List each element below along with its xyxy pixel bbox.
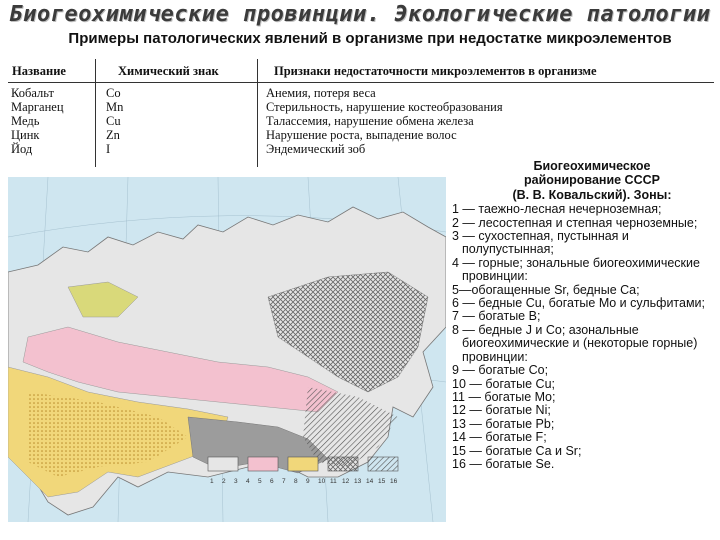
table-cell-signs: Талассемия, нарушение обмена железа	[266, 114, 474, 128]
table-header-signs: Признаки недостаточности микроэлементов в организме	[274, 64, 597, 78]
legend-item: 4 — горные; зональные биогеохимические провинции:	[452, 255, 700, 284]
swatch-zone1	[208, 457, 238, 471]
legend-item: 16 — богатые Se.	[452, 456, 555, 471]
table-cell-signs: Анемия, потеря веса	[266, 86, 376, 100]
legend-title-line: (В. В. Ковальский). Зоны:	[512, 187, 672, 202]
table-divider	[95, 59, 96, 167]
legend-swatch-number: 9	[306, 478, 310, 485]
legend-item: 7 — богатые B;	[452, 309, 541, 324]
table-header-row	[8, 59, 714, 83]
table-cell-symbol: Mn	[106, 100, 124, 114]
table-cell-signs: Нарушение роста, выпадение волос	[266, 128, 457, 142]
table-cell-symbol: Cu	[106, 114, 121, 128]
microelements-table	[8, 59, 714, 156]
table-cell-signs: Эндемический зоб	[266, 142, 366, 156]
legend-item: 6 — бедные Cu, богатые Mo и сульфитами;	[452, 296, 706, 311]
legend-title-line: Биогеохимическое	[533, 159, 651, 173]
legend-swatch-number: 8	[294, 478, 298, 485]
table-cell-name: Йод	[11, 142, 33, 156]
legend-item: 5—обогащенные Sr, бедные Ca;	[452, 282, 640, 297]
table-cell-name: Кобальт	[11, 86, 54, 100]
legend-item: 2 — лесостепная и степная черноземные;	[452, 215, 698, 230]
table-header-symbol: Химический знак	[118, 64, 219, 78]
legend-swatch-number: 5	[258, 478, 262, 485]
legend-swatch-number: 14	[366, 478, 374, 485]
swatch-zone3	[288, 457, 318, 471]
table-column-names	[11, 86, 64, 156]
legend-swatch-number: 10	[318, 478, 326, 485]
legend-swatch-number: 1	[210, 478, 214, 485]
table-cell-name: Цинк	[11, 128, 40, 142]
legend-swatch-number: 3	[234, 478, 238, 485]
table-cell-name: Марганец	[11, 100, 64, 114]
legend-item: 9 — богатые Co;	[452, 363, 549, 378]
legend-swatch-number: 7	[282, 478, 286, 485]
legend-item: 3 — сухостепная, пустынная и полупустынная;	[452, 229, 629, 257]
ussr-biogeochemical-map	[8, 177, 446, 522]
table-header-name: Название	[12, 64, 66, 78]
table-cell-symbol: Co	[106, 86, 121, 100]
table-column-symbols	[106, 86, 123, 156]
legend-swatch-number: 13	[354, 478, 362, 485]
legend-item: 14 — богатые F;	[452, 430, 547, 445]
legend-swatch-number: 2	[222, 478, 226, 485]
legend-swatch-number: 6	[270, 478, 274, 485]
swatch-zone4	[328, 457, 358, 471]
legend-item: 15 — богатые Ca и Sr;	[452, 443, 582, 458]
table-cell-name: Медь	[11, 114, 40, 128]
legend-swatch-number: 15	[378, 478, 386, 485]
map-legend	[448, 160, 716, 471]
table-divider	[257, 59, 258, 167]
legend-swatch-number: 4	[246, 478, 250, 485]
table-cell-signs: Стерильность, нарушение костеобразования	[266, 100, 503, 114]
page-subtitle: Примеры патологических явлений в организме при недостатке микроэлементов	[68, 30, 672, 47]
legend-swatch-number: 12	[342, 478, 350, 485]
legend-item: 1 — таежно-лесная нечерноземная;	[452, 202, 662, 217]
page-title: Биогеохимические провинции. Экологические патологии	[9, 2, 711, 27]
table-column-signs	[266, 86, 503, 156]
swatch-zone2	[248, 457, 278, 471]
swatch-zone8	[368, 457, 398, 471]
table-cell-symbol: I	[106, 142, 111, 156]
legend-item: 12 — богатые Ni;	[452, 403, 551, 418]
legend-item: 10 — богатые Cu;	[452, 376, 556, 391]
legend-title-line: районирование СССР	[524, 173, 660, 188]
legend-item: 8 — бедные J и Co; азональные биогеохимические и (некоторые горные) провинции:	[452, 322, 698, 364]
legend-swatch-number: 16	[390, 478, 398, 485]
legend-item: 13 — богатые Pb;	[452, 416, 555, 431]
table-cell-symbol: Zn	[106, 128, 120, 142]
legend-item: 11 — богатые Mo;	[452, 389, 556, 404]
legend-swatch-number: 11	[330, 478, 337, 485]
